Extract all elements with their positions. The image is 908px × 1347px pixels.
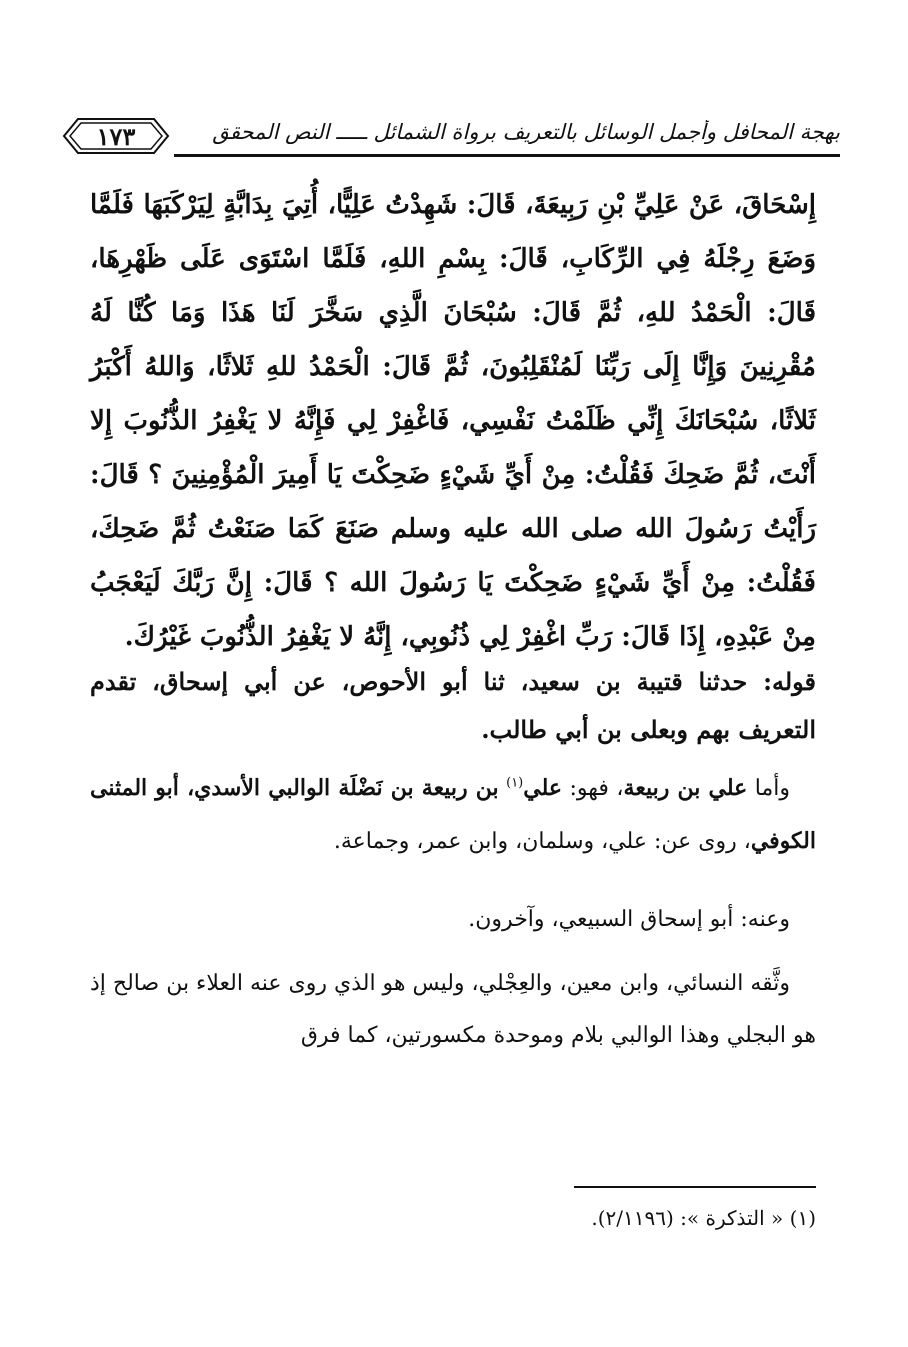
page-number-badge [62, 116, 170, 156]
reliability-text: وثَّقه النسائي، وابن معين، والعِجْلي، وليس هو الذي روى عنه العلاء بن صالح إذ هو البجلي وهذا الوالبي بلام وموحدة مكسورتين، كما فرق [90, 971, 816, 1048]
students-text: وعنه: أبو إسحاق السبيعي، وآخرون. [468, 907, 790, 932]
reliability-paragraph [90, 958, 816, 1062]
students-paragraph [90, 894, 816, 946]
narrator-name-repeat: علي [523, 775, 562, 801]
narrator-name: علي بن ربيعة [623, 775, 748, 801]
bio-teachers: ، روى عن: علي، وسلمان، وابن عمر، وجماعة. [333, 829, 751, 854]
narrator-lineage: بن ربيعة بن نَضْلَة الوالبي الأسدي، أبو المثنى الكوفي [90, 775, 816, 854]
header-rule [174, 154, 840, 157]
hadith-quote: إِسْحَاقَ، عَنْ عَلِيِّ بْنِ رَبِيعَةَ، قَالَ: شَهِدْتُ عَلِيًّا، أُتِيَ بِدَابَّةٍ لِيَرْكَبَهَا فَلَمَّا وَضَعَ رِجْلَهُ فِي الرِّكَابِ، قَالَ: بِسْمِ اللهِ، فَلَمَّا اسْتَوَى عَلَى ظَهْرِهَا، قَالَ: الْحَمْدُ للهِ، ثُمَّ قَالَ: سُبْحَانَ الَّذِي سَخَّرَ لَنَا هَذَا وَمَا كُنَّا لَهُ مُقْرِنِينَ وَإِنَّا إِلَى رَبِّنَا لَمُنْقَلِبُونَ، ثُمَّ قَالَ: الْحَمْدُ للهِ ثَلاثًا، وَاللهُ أَكْبَرُ ثَلاثًا، سُبْحَانَكَ إِنِّي ظَلَمْتُ نَفْسِي، فَاغْفِرْ لِي فَإِنَّهُ لا يَغْفِرُ الذُّنُوبَ إِلا أَنْتَ، ثُمَّ ضَحِكَ فَقُلْتُ: مِنْ أَيِّ شَيْءٍ ضَحِكْتَ يَا أَمِيرَ الْمُؤْمِنِينَ ؟ قَالَ: رَأَيْتُ رَسُولَ الله صلى الله عليه وسلم صَنَعَ كَمَا صَنَعْتُ ثُمَّ ضَحِكَ، فَقُلْتُ: مِنْ أَيِّ شَيْءٍ ضَحِكْتَ يَا رَسُولَ الله ؟ قَالَ: إِنَّ رَبَّكَ لَيَعْجَبُ مِنْ عَبْدِهِ، إِذَا قَالَ: رَبِّ اغْفِرْ لِي ذُنُوبِي، إِنَّهُ لا يَغْفِرُ الذُّنُوبَ غَيْرُكَ. [90, 190, 817, 652]
footnote-separator [574, 1186, 816, 1188]
running-header [62, 112, 840, 162]
footnote-reference: (١) [506, 775, 524, 791]
narrator-bio-paragraph [90, 762, 816, 868]
lead-word: وأما [754, 776, 790, 801]
commentary-paragraph: قوله: حدثنا قتيبة بن سعيد، ثنا أبو الأحوص، عن أبي إسحاق، تقدم التعريف بهم وبعلى بن أبي طالب. [90, 667, 816, 744]
footnote: (١) « التذكرة »: (٢/١١٩٦). [591, 1206, 816, 1230]
running-title: بهجة المحافل وأجمل الوسائل بالتعريف برواة الشمائل ـــــ النص المحقق [212, 120, 840, 144]
page-number: ١٧٣ [96, 122, 136, 151]
bio-connector: ، فهو: [569, 776, 624, 801]
